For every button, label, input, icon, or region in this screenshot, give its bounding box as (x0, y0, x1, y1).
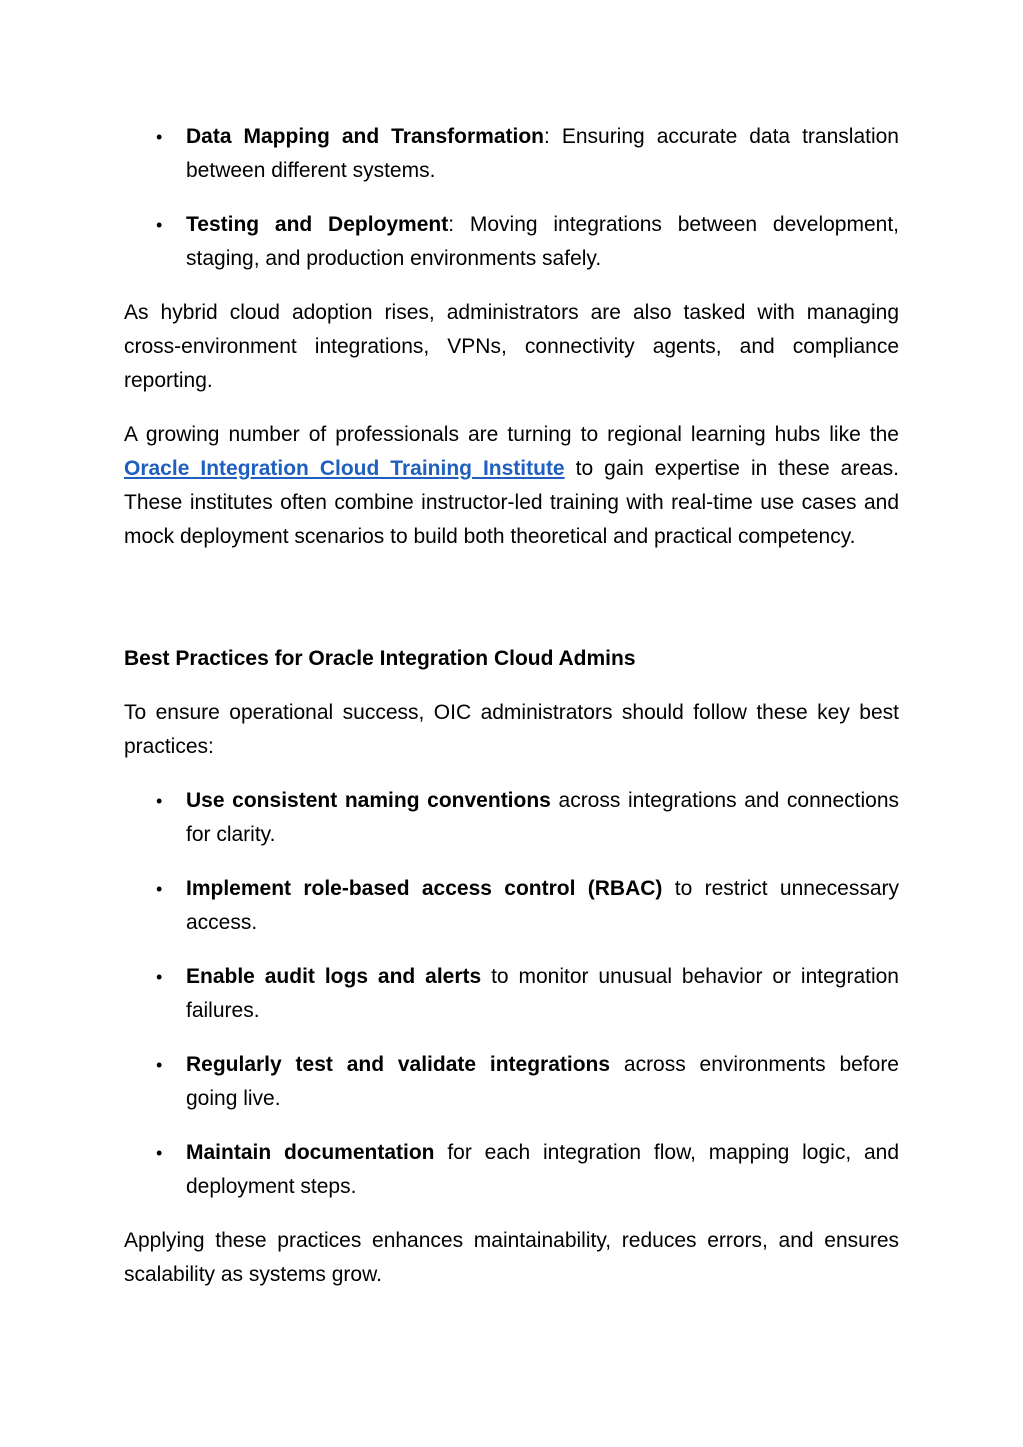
bullet-icon: • (156, 879, 163, 899)
bullet-bold-text: Testing and Deployment (186, 213, 449, 236)
document-page (124, 120, 899, 1292)
bullet-text: to monitor unusual behavior or integration failures. (186, 965, 899, 1022)
bullet-bold-text: Implement role-based access control (RBAC) (186, 877, 663, 900)
bullet-text: for each integration flow, mapping logic, and deployment steps. (186, 1141, 900, 1198)
bullet-bold-text: Enable audit logs and alerts (186, 965, 482, 988)
spacer (124, 276, 899, 296)
spacer (124, 1028, 899, 1048)
bullet-text: : Ensuring accurate data translation between different systems. (186, 125, 899, 182)
bullet-bold-text: Use consistent naming conventions (186, 789, 551, 812)
practice-bullet-list (124, 784, 899, 1204)
spacer (124, 1116, 899, 1136)
spacer (124, 1204, 899, 1224)
bullet-icon: • (156, 791, 163, 811)
bullet-icon: • (156, 1143, 163, 1163)
bullet-icon: • (156, 127, 163, 147)
paragraph-growing (124, 418, 899, 554)
bullet-icon: • (156, 215, 163, 235)
section-heading: Best Practices for Oracle Integration Cloud Admins (124, 647, 636, 670)
list-item (124, 872, 899, 940)
list-item (124, 1136, 899, 1204)
spacer (124, 764, 899, 784)
bullet-text: : Moving integrations between development, staging, and production environments safely. (186, 213, 899, 270)
closing-paragraph: Applying these practices enhances maintainability, reduces errors, and ensures scalability as systems grow. (124, 1229, 899, 1286)
list-item (124, 784, 899, 852)
top-bullet-list (124, 120, 899, 276)
bullet-bold-text: Maintain documentation (186, 1141, 435, 1164)
spacer (124, 188, 899, 208)
paragraph-hybrid: As hybrid cloud adoption rises, administrators are also tasked with managing cross-environment integrations, VPNs, connectivity agents, and compliance reporting. (124, 301, 899, 392)
list-item (124, 1048, 899, 1116)
list-item (124, 960, 899, 1028)
bullet-icon: • (156, 1055, 163, 1075)
paragraph-text: A growing number of professionals are turning to regional learning hubs like the (124, 423, 899, 446)
intro-paragraph: To ensure operational success, OIC administrators should follow these key best practices: (124, 701, 899, 758)
bullet-bold-text: Regularly test and validate integrations (186, 1053, 611, 1076)
training-institute-link[interactable]: Oracle Integration Cloud Training Institute (124, 457, 565, 480)
spacer (124, 398, 899, 418)
bullet-text: across integrations and connections for clarity. (186, 789, 899, 846)
spacer (124, 940, 899, 960)
bullet-icon: • (156, 967, 163, 987)
spacer (124, 852, 899, 872)
paragraph-text: to gain expertise in these areas. These institutes often combine instructor-led training with real-time use cases and mock deployment scenarios to build both theoretical and practical competency. (124, 457, 900, 548)
bullet-text: to restrict unnecessary access. (186, 877, 899, 934)
bullet-text: across environments before going live. (186, 1053, 899, 1110)
spacer (124, 676, 899, 696)
list-item (124, 120, 899, 188)
list-item (124, 208, 899, 276)
spacer (124, 554, 899, 642)
bullet-bold-text: Data Mapping and Transformation (186, 125, 544, 148)
